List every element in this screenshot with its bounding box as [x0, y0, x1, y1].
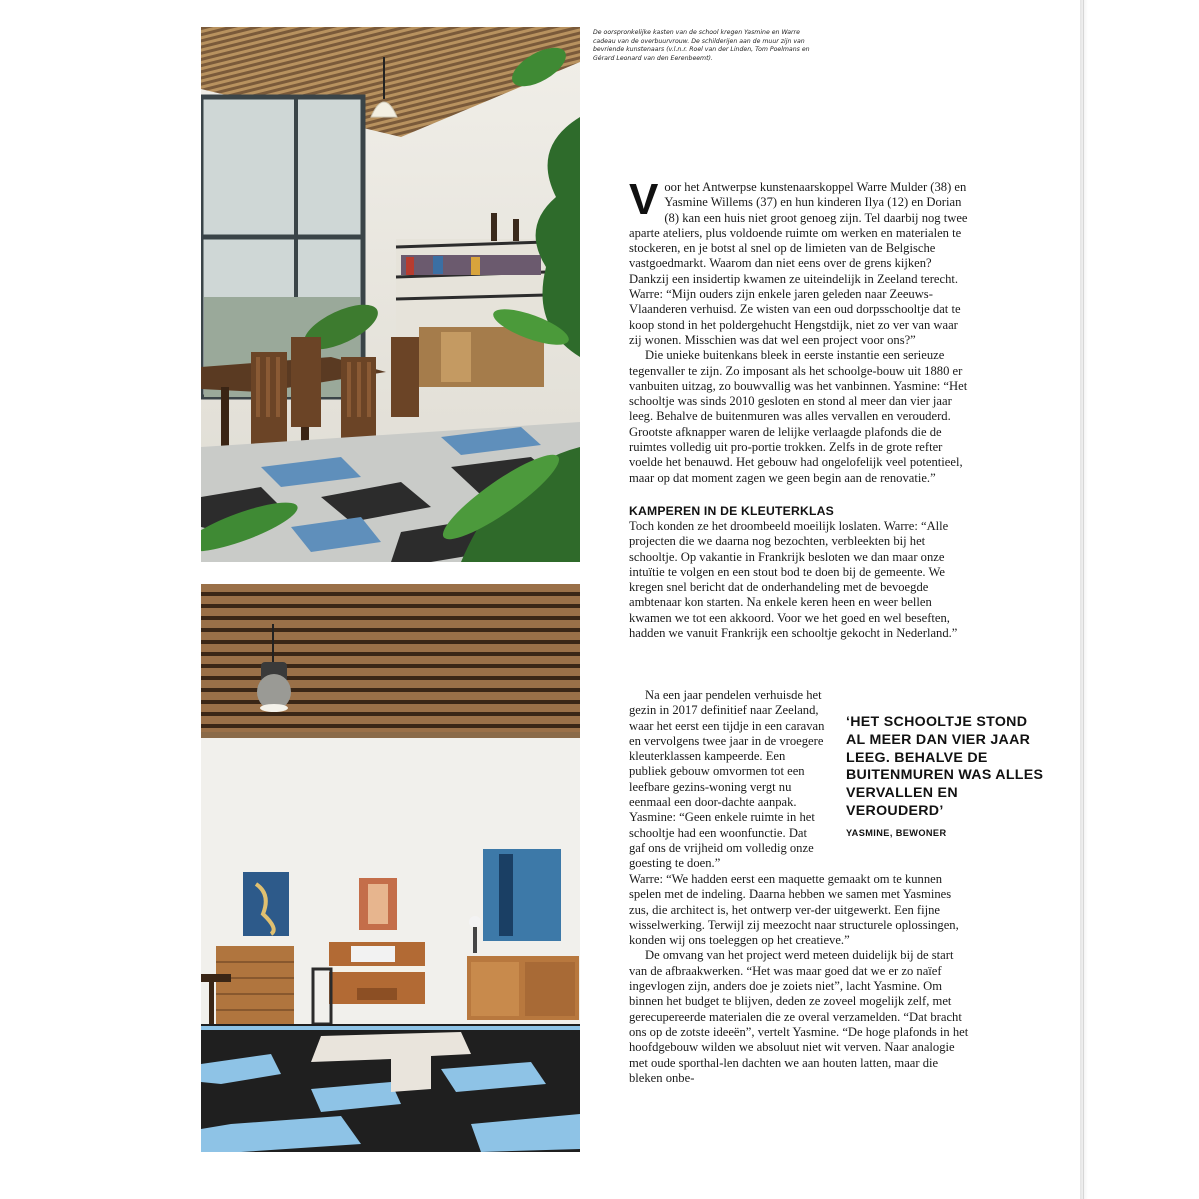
intro-paragraph: Voor het Antwerpse kunstenaarskoppel Warre Mulder (38) en Yasmine Willems (37) en hun kinderen Ilya (12) en Dorian (8) kan een huis niet groot genoeg zijn. Tel daarbij nog twee aparte ateliers, plus voldoende ruimte om werken en materialen te stockeren, en je botst al snel op de limieten van de Belgische vastgoedmarkt. Waarom dan niet eens over de grens kijken? Dankzij een insidertip kwamen ze uiteindelijk in Zeeland terecht. Warre: “Mijn ouders zijn enkele jaren geleden naar Zeeuws-Vlaanderen verhuisd. Ze wisten van een oud dorpsschooltje dat te koop stond in het poldergehucht Hengstdijk, niet zo ver van waar zij wonen. Misschien was dat wel een project voor ons?” [629, 175, 968, 347]
article-body [629, 175, 969, 641]
paragraph: Die unieke buitenkans bleek in eerste instantie een serieuze tegenvaller te zijn. Zo imposant als het schoolge-bouw uit 1880 er vanbuiten uitzag, zo bouwvallig was het vanbinnen. Yasmine: “Het schooltje was sinds 2010 gesloten en stond al meer dan vier jaar leeg. Behalve de buitenmuren was alles vervallen en verouderd. Grootste afknapper waren de lelijke verlaagde plafonds die de ruimtes volledig uit pro-portie trokken. Zelfs in de grote refter voelde het benauwd. Het gebouw had ongelofelijk veel potentieel, maar op dat moment zagen we geen begin aan de renovatie.” [629, 348, 968, 485]
photo-piano-room [201, 584, 580, 1152]
page-edge [1083, 0, 1084, 1199]
article-bottom-column [629, 872, 974, 1086]
drop-cap: V [629, 175, 659, 224]
photo-caption: De oorspronkelijke kasten van de school kregen Yasmine en Warre cadeau van de overbuurvrouw. De schilderijen aan de muur zijn van bevriende kunstenaars (v.l.n.r. Roel van der Linden, Tom Poelmans en Gérard Leonard van den Eerenbeemt). [593, 29, 810, 62]
paragraph: Toch konden ze het droombeeld moeilijk loslaten. Warre: “Alle projecten die we daarna nog bezochten, verbleekten bij het schooltje. Op vakantie in Frankrijk besloten we dan maar onze intuïtie te volgen en een stout bod te doen bij de gemeente. We kregen snel bericht dat de onderhandeling met de bevoegde ambtenaar kon starten. Na enkele keren heen en weer bellen kwamen we tot een akkoord. Voor we het goed en wel beseften, hadden we vanuit Frankrijk een schooltje gekocht in Nederland.” [629, 518, 958, 641]
section-heading: KAMPEREN IN DE KLEUTERKLAS [629, 503, 834, 518]
page-gutter-shadow [1080, 0, 1088, 1199]
article-narrow-column [629, 688, 825, 872]
pull-quote-attribution: YASMINE, BEWONER [846, 828, 947, 838]
paragraph: Na een jaar pendelen verhuisde het gezin in 2017 definitief naar Zeeland, waar het eerst een tijdje in een caravan en vervolgens twee jaar in de vroegere kleuterklassen kampeerde. Een publiek gebouw omvormen tot een leefbare gezins-woning vergt nu eenmaal een door-dachte aanpak. Yasmine: “Geen enkele ruimte in het schooltje had een woonfunctie. Dat gaf ons de vrijheid om volledig onze goesting te doen.” [629, 688, 825, 871]
pull-quote: ‘HET SCHOOLTJE STOND AL MEER DAN VIER JAAR LEEG. BEHALVE DE BUITENMUREN WAS ALLES VERVALLEN EN VEROUDERD’ [846, 714, 1044, 819]
paragraph: Warre: “We hadden eerst een maquette gemaakt om te kunnen spelen met de indeling. Daarna hebben we samen met Yasmines zus, die architect is, het ontwerp ver-der uitgewerkt. Een fijne wisselwerking. Terwijl zij meezocht naar structurele oplossingen, konden wij ons toeleggen op het creatieve.” [629, 872, 959, 948]
paragraph: De omvang van het project werd meteen duidelijk bij de start van de afbraakwerken. “Het was maar goed dat we er zo naïef ingevlogen zijn, anders doe je zoiets niet”, lacht Yasmine. Om binnen het budget te blijven, deden ze zoveel mogelijk zelf, met gerecupereerde materialen die ze overal verzamelden. “Dat bracht ons op de zotste ideeën”, vertelt Yasmine. “De hoge plafonds in het hoofdgebouw wilden we absoluut niet wit verven. Naar analogie met oude sporthal-len dachten we aan houten latten, maar die bleken onbe- [629, 948, 969, 1085]
photo-dining-room [201, 27, 580, 562]
